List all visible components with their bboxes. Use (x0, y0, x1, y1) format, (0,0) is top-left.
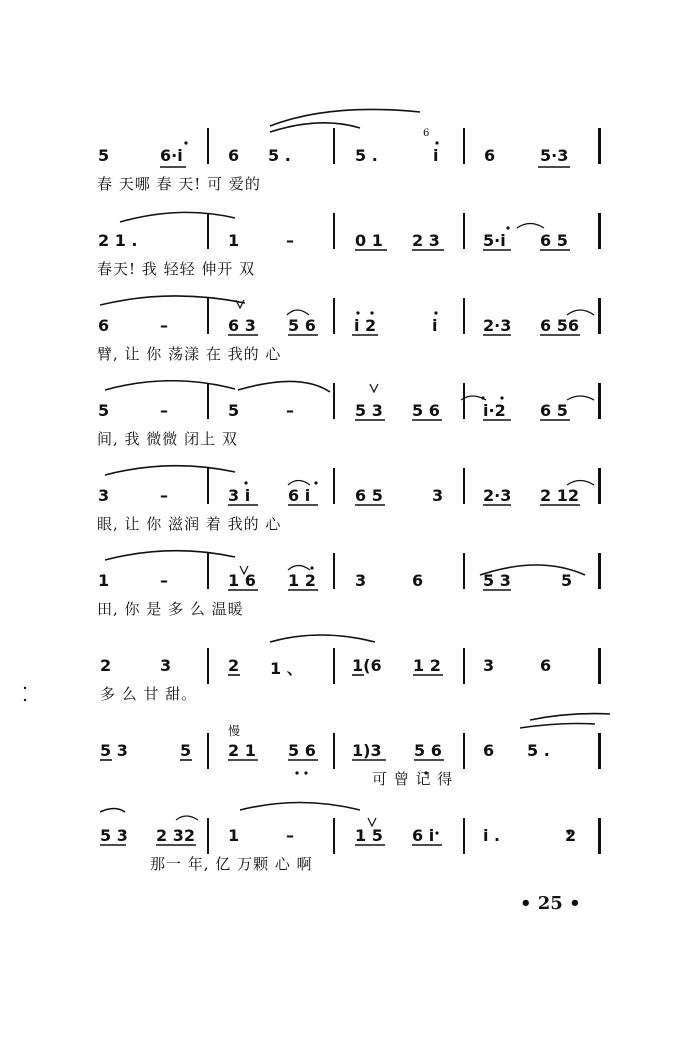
note: 1)3 (352, 741, 382, 760)
note: – (160, 316, 168, 335)
bar-line (598, 213, 601, 249)
slur (270, 635, 375, 642)
note: 6 (484, 146, 496, 165)
bar-line (463, 213, 465, 249)
slur (530, 714, 610, 720)
note: 1 (228, 826, 240, 845)
note: 6 3 (228, 316, 256, 335)
note: 6 5 (540, 231, 568, 250)
bar-line (463, 383, 465, 419)
bar-line (333, 648, 335, 684)
note: 5 (98, 146, 110, 165)
bar-line (207, 733, 209, 769)
note: 3 (98, 486, 110, 505)
lyric-line: 田, 你 是 多 么 温暖 (97, 600, 244, 618)
note: 1(6 (352, 656, 382, 675)
note: 6·i (160, 146, 183, 165)
bar-line (598, 733, 601, 769)
bar-line (463, 553, 465, 589)
note: 5·3 (540, 146, 569, 165)
note: 5 3 (483, 571, 511, 590)
note: 6 (540, 656, 552, 675)
note: 5 . (268, 146, 291, 165)
note: 5 6 (412, 401, 440, 420)
bar-line (333, 383, 335, 419)
note: – (160, 571, 168, 590)
bar-line (207, 468, 209, 504)
lyric-line: 间, 我 微微 闭上 双 (97, 430, 238, 448)
slur (270, 109, 420, 126)
note: 2 1 . (98, 231, 138, 250)
bar-line (463, 818, 465, 854)
slur (100, 809, 125, 813)
note: 5·i (483, 231, 506, 250)
note: 2 32 (156, 826, 195, 845)
bar-line (598, 818, 601, 854)
slur (100, 296, 245, 305)
note: 6 (98, 316, 110, 335)
note: 1 2 (413, 656, 441, 675)
note: 6 56 (540, 316, 579, 335)
note: 5 6 (414, 741, 442, 760)
stray-mark-group (24, 687, 26, 701)
bar-line (333, 298, 335, 334)
lyric-line: 那一 年, 亿 万颗 心 啊 (150, 855, 313, 873)
note: 5 (98, 401, 110, 420)
note: 5 (180, 741, 192, 760)
page-number: • 25 • (520, 893, 581, 914)
note: i (432, 316, 438, 335)
lyric-line: 臂, 让 你 荡漾 在 我的 心 (97, 345, 282, 363)
note: 3 (483, 656, 495, 675)
note: 2·3 (483, 486, 512, 505)
note: 5 6 (288, 741, 316, 760)
lyric-line: 可 曾 记 得 (372, 770, 454, 788)
note: 3 i (228, 486, 251, 505)
bar-line (333, 818, 335, 854)
note: 1 5 (355, 826, 383, 845)
bar-line (598, 128, 601, 164)
note: 6 (412, 571, 424, 590)
note: 2 12 (540, 486, 579, 505)
note: 1 、 (270, 659, 303, 678)
bar-line (207, 298, 209, 334)
note: – (286, 826, 294, 845)
bar-line (333, 128, 335, 164)
slur (520, 724, 595, 729)
note: 2 (565, 826, 577, 845)
note: 1 2 (288, 571, 316, 590)
bar-line (463, 733, 465, 769)
slur (270, 123, 360, 132)
note: – (160, 401, 168, 420)
bar-line (333, 733, 335, 769)
lyric-line: 眼, 让 你 滋润 着 我的 心 (97, 515, 282, 533)
note: 3 (160, 656, 172, 675)
note: 6 i (288, 486, 311, 505)
note: 6 i (412, 826, 435, 845)
note: 0 1 (355, 231, 383, 250)
lyric-line: 多 么 甘 甜。 (100, 685, 198, 703)
note: 2 3 (412, 231, 440, 250)
slur (105, 551, 235, 560)
bar-line (598, 298, 601, 334)
bar-line (207, 553, 209, 589)
bar-line (598, 553, 601, 589)
note: i 2 (354, 316, 377, 335)
bar-line (207, 128, 209, 164)
note: 5 3 (100, 741, 128, 760)
note: 3 (432, 486, 444, 505)
bar-line (598, 648, 601, 684)
note: 6 5 (355, 486, 383, 505)
note: 5 (228, 401, 240, 420)
note: 5 3 (100, 826, 128, 845)
note: 2·3 (483, 316, 512, 335)
bar-line (207, 648, 209, 684)
note: 5 (561, 571, 573, 590)
note: – (286, 401, 294, 420)
note: 1 (98, 571, 110, 590)
grace-note: 6 (423, 128, 430, 139)
note: 2 (228, 656, 240, 675)
note: 1 (228, 231, 240, 250)
slur-group (100, 109, 610, 812)
note: 5 . (527, 741, 550, 760)
note: i . (483, 826, 501, 845)
bar-line (463, 468, 465, 504)
bar-line (463, 298, 465, 334)
slur (105, 381, 235, 390)
bar-line (207, 383, 209, 419)
note: 2 (100, 656, 112, 675)
note: i (433, 146, 439, 165)
slur (105, 466, 235, 475)
note: 2 1 (228, 741, 256, 760)
note: 5 . (355, 146, 378, 165)
note: 6 (483, 741, 495, 760)
tempo-marking: 慢 (228, 724, 241, 738)
note: 6 (228, 146, 240, 165)
slur (240, 803, 360, 811)
bar-line (598, 383, 601, 419)
note: i·2 (483, 401, 506, 420)
note: – (286, 231, 294, 250)
bar-line (333, 213, 335, 249)
bar-line (463, 648, 465, 684)
bar-line (598, 468, 601, 504)
lyric-line: 春天! 我 轻轻 伸开 双 (97, 260, 256, 278)
note: 5 3 (355, 401, 383, 420)
bar-line (207, 818, 209, 854)
lyric-line: 春 天哪 春 天! 可 爱的 (97, 175, 261, 193)
note: 5 6 (288, 316, 316, 335)
note: – (160, 486, 168, 505)
bar-line (333, 553, 335, 589)
note: 6 5 (540, 401, 568, 420)
bar-line (463, 128, 465, 164)
note: 1 6 (228, 571, 256, 590)
slur (238, 381, 330, 392)
slur (120, 212, 235, 222)
bar-line (333, 468, 335, 504)
note: 3 (355, 571, 367, 590)
bar-line (207, 213, 209, 249)
